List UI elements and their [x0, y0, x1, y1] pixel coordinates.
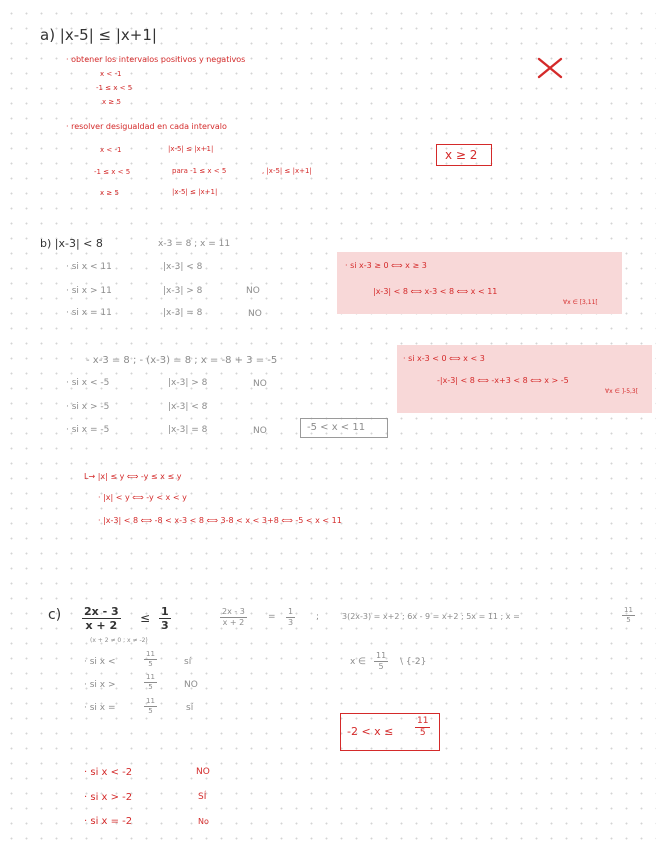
- highlight-box-positive: [337, 252, 622, 314]
- domain-denominator: 5: [378, 662, 384, 671]
- section-a-title: a) |x-5| ≤ |x+1|: [40, 26, 157, 44]
- case3-2-numerator: 11: [146, 673, 155, 681]
- section-b-side-eq: x-3 = 8 ; x = 11: [158, 239, 231, 249]
- domain-fraction: [374, 652, 388, 671]
- case1-3-result: NO: [248, 309, 262, 319]
- eq-final-fraction: [622, 607, 635, 624]
- case4-3-result: No: [198, 817, 209, 826]
- eq-right-denominator: 3: [288, 618, 294, 627]
- case2-3-eq: |x-3| = 8: [168, 425, 208, 435]
- case1-3-eq: |x-3| = 8: [163, 308, 203, 318]
- interval-2: -1 ≤ x < 5: [96, 84, 133, 92]
- eq-separator: ;: [316, 612, 320, 622]
- inequality-sign: ≤: [140, 611, 151, 625]
- rule-line-2: · |x| < y ⟺ -y < x < y: [98, 493, 187, 502]
- row-2-equation: para -1 ≤ x < 5: [172, 167, 227, 175]
- case2-2-eq: |x-3| < 8: [168, 402, 208, 412]
- case3-1-fraction: [144, 651, 157, 668]
- case1-2-eq: |x-3| > 8: [163, 286, 203, 296]
- main-numerator: 2x - 3: [84, 605, 119, 618]
- interval-3: x ≥ 5: [102, 98, 121, 106]
- eq-numerator: 2x - 3: [222, 607, 245, 616]
- right-denominator: 3: [161, 619, 169, 632]
- case3-3-numerator: 11: [146, 697, 155, 705]
- case1-1-eq: |x-3| < 8: [163, 262, 203, 272]
- domain-exclusion: \ {-2}: [400, 657, 427, 667]
- eq-equals: =: [268, 612, 276, 622]
- case3-1-result: sí: [184, 657, 192, 667]
- section-c-label: c): [48, 607, 62, 623]
- case4-2-condition: · si x > -2: [84, 792, 133, 803]
- row-2-extra: , |x-5| ≤ |x+1|: [262, 167, 312, 175]
- case4-2-result: SÍ: [198, 792, 207, 802]
- box2-line3: ∀x ∈ ]-5,3[: [605, 388, 639, 395]
- domain-note: (x + 2 ≠ 0 ; x ≠ -2): [90, 637, 148, 644]
- result-box-b: [300, 418, 388, 438]
- row-3-condition: x ≥ 5: [100, 189, 119, 197]
- wrong-cross-icon: [536, 56, 564, 80]
- case3-3-condition: · si x =: [84, 703, 116, 713]
- case2-equation: - x-3 = 8 ; - (x-3) = 8 ; x = -8 + 3 = -5: [86, 355, 278, 366]
- answer-c-denominator: 5: [419, 728, 426, 738]
- case2-1-result: NO: [253, 379, 267, 389]
- row-1-equation: |x-5| ≤ |x+1|: [168, 145, 214, 153]
- answer-c-fraction: [415, 717, 430, 738]
- row-3-equation: |x-5| ≤ |x+1|: [172, 188, 218, 196]
- case3-3-fraction: [144, 698, 157, 715]
- answer-c-numerator: 11: [417, 716, 429, 726]
- case3-1-condition: · si x <: [84, 657, 116, 667]
- case3-3-denominator: 5: [148, 707, 153, 715]
- highlight-box-negative: [397, 345, 652, 413]
- rule-line-1: L→ |x| ≤ y ⟺ -y ≤ x ≤ y: [84, 472, 182, 481]
- case3-2-fraction: [144, 674, 157, 691]
- box1-line1: · si x-3 ≥ 0 ⟺ x ≥ 3: [345, 261, 427, 270]
- section-a-step1: · obtener los intervalos positivos y negativos: [66, 55, 246, 64]
- case2-1-condition: · si x < -5: [66, 378, 110, 388]
- right-numerator: 1: [161, 605, 169, 618]
- box2-line1: · si x-3 < 0 ⟺ x < 3: [403, 354, 485, 363]
- answer-a: x ≥ 2: [445, 148, 478, 162]
- answer-box-c: [340, 713, 440, 751]
- case1-2-condition: · si x > 11: [66, 286, 112, 296]
- box2-line2: -|x-3| < 8 ⟺ -x+3 < 8 ⟺ x > -5: [437, 376, 569, 385]
- right-fraction: [159, 606, 171, 631]
- answer-box-a: [436, 144, 492, 166]
- main-fraction: [82, 606, 121, 631]
- case2-3-condition: · si x = -5: [66, 425, 110, 435]
- section-a-step2: · resolver desigualdad en cada intervalo: [66, 122, 227, 131]
- row-1-condition: x < -1: [100, 146, 122, 154]
- eq-final-denominator: 5: [626, 616, 631, 624]
- case3-1-numerator: 11: [146, 650, 155, 658]
- case3-1-denominator: 5: [148, 660, 153, 668]
- case2-1-eq: |x-3| > 8: [168, 378, 208, 388]
- row-2-condition: -1 ≤ x < 5: [94, 168, 131, 176]
- case4-1-result: NO: [196, 767, 210, 777]
- box1-line3: ∀x ∈ [3,11[: [563, 299, 598, 306]
- eq-right-numerator: 1: [288, 607, 294, 616]
- rule-line-3: · |x-3| < 8 ⟺ -8 < x-3 < 8 ⟺ 3-8 < x < 3+8 ⟺ -5 < x < 11: [98, 516, 342, 525]
- result-b: -5 < x < 11: [307, 422, 366, 433]
- case3-2-denominator: 5: [148, 683, 153, 691]
- case1-2-result: NO: [246, 286, 260, 296]
- case3-2-result: NO: [184, 680, 198, 690]
- section-b-title: b) |x-3| < 8: [40, 237, 103, 250]
- case4-1-condition: · si x < -2: [84, 767, 133, 778]
- box1-line2: |x-3| < 8 ⟺ x-3 < 8 ⟺ x < 11: [373, 287, 498, 296]
- eq-solution-steps: 3(2x-3) = x+2 ; 6x - 9 = x+2 ; 5x = 11 ; x =: [342, 612, 520, 621]
- case1-1-condition: · si x < 11: [66, 262, 112, 272]
- case3-2-condition: · si x >: [84, 680, 116, 690]
- eq-denominator: x + 2: [222, 618, 245, 627]
- case3-3-result: sí: [186, 703, 194, 713]
- domain-numerator: 11: [376, 651, 387, 660]
- case2-3-result: NO: [253, 426, 267, 436]
- domain-x-in: x ∈: [350, 657, 367, 667]
- case4-3-condition: · si x = -2: [84, 816, 133, 827]
- main-denominator: x + 2: [85, 619, 118, 632]
- eq-fraction-left: [220, 608, 247, 627]
- eq-final-numerator: 11: [624, 606, 633, 614]
- case2-2-condition: · si x > -5: [66, 402, 110, 412]
- case1-3-condition: · si x = 11: [66, 308, 112, 318]
- answer-c-prefix: -2 < x ≤: [347, 725, 394, 738]
- eq-fraction-right: [286, 608, 295, 627]
- interval-1: x < -1: [100, 70, 122, 78]
